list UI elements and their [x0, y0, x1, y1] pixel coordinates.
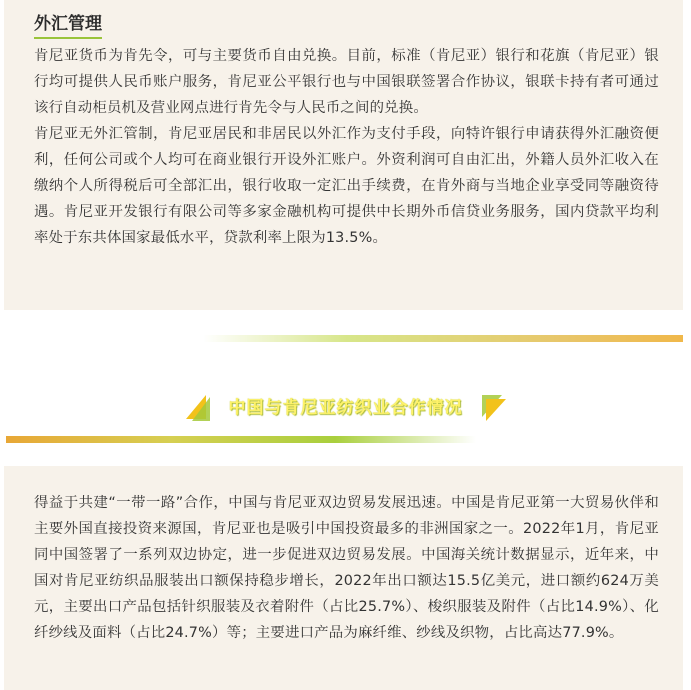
banner-title: 中国与肯尼亚纺织业合作情况 [228, 398, 463, 418]
cooperation-paragraph: 得益于共建“一带一路”合作，中国与肯尼亚双边贸易发展迅速。中国是肯尼亚第一大贸易伙伴和主要外国直接投资来源国，肯尼亚也是吸引中国投资最多的非洲国家之一。2022年1月，肯尼亚同中国签署了一系列双边协定，进一步促进双边贸易发展。中国海关统计数据显示，近年来，中国对肯尼亚纺织品服装出口额保持稳步增长，2022年出口额达15.5亿美元，进口额约624万美元，主要出口产品包括针织服装及衣着附件（占比25.7%）、梭织服装及附件（占比14.9%）、化纤纱线及面料（占比24.7%）等；主要进口产品为麻纤维、纱线及织物，占比高达77.9%。 [34, 495, 659, 641]
forex-paragraph-2: 肯尼亚无外汇管制，肯尼亚居民和非居民以外汇作为支付手段，向特许银行申请获得外汇融资便利，任何公司或个人均可在商业银行开设外汇账户。外资利润可自由汇出，外籍人员外汇收入在缴纳个人所得税后可全部汇出，银行收取一定汇出手续费，在肯外商与当地企业享受同等融资待遇。肯尼亚开发银行有限公司等多家金融机构可提供中长期外币信贷业务服务，国内贷款平均利率处于东共体国家最低水平，贷款利率上限为13.5%。 [34, 126, 659, 246]
cooperation-panel [4, 466, 683, 690]
section-banner [0, 393, 691, 423]
triangle-right-icon [478, 393, 508, 423]
forex-paragraph-1: 肯尼亚货币为肯先令，可与主要货币自由兑换。目前，标准（肯尼亚）银行和花旗（肯尼亚）银行均可提供人民币账户服务，肯尼亚公平银行也与中国银联签署合作协议，银联卡持有者可通过该行自动柜员机及营业网点进行肯先令与人民币之间的兑换。 [34, 48, 659, 116]
decorative-bar-top [203, 335, 683, 342]
section-title: 外汇管理 [34, 12, 102, 39]
decorative-bar-bottom [6, 436, 476, 443]
forex-panel [4, 0, 683, 310]
